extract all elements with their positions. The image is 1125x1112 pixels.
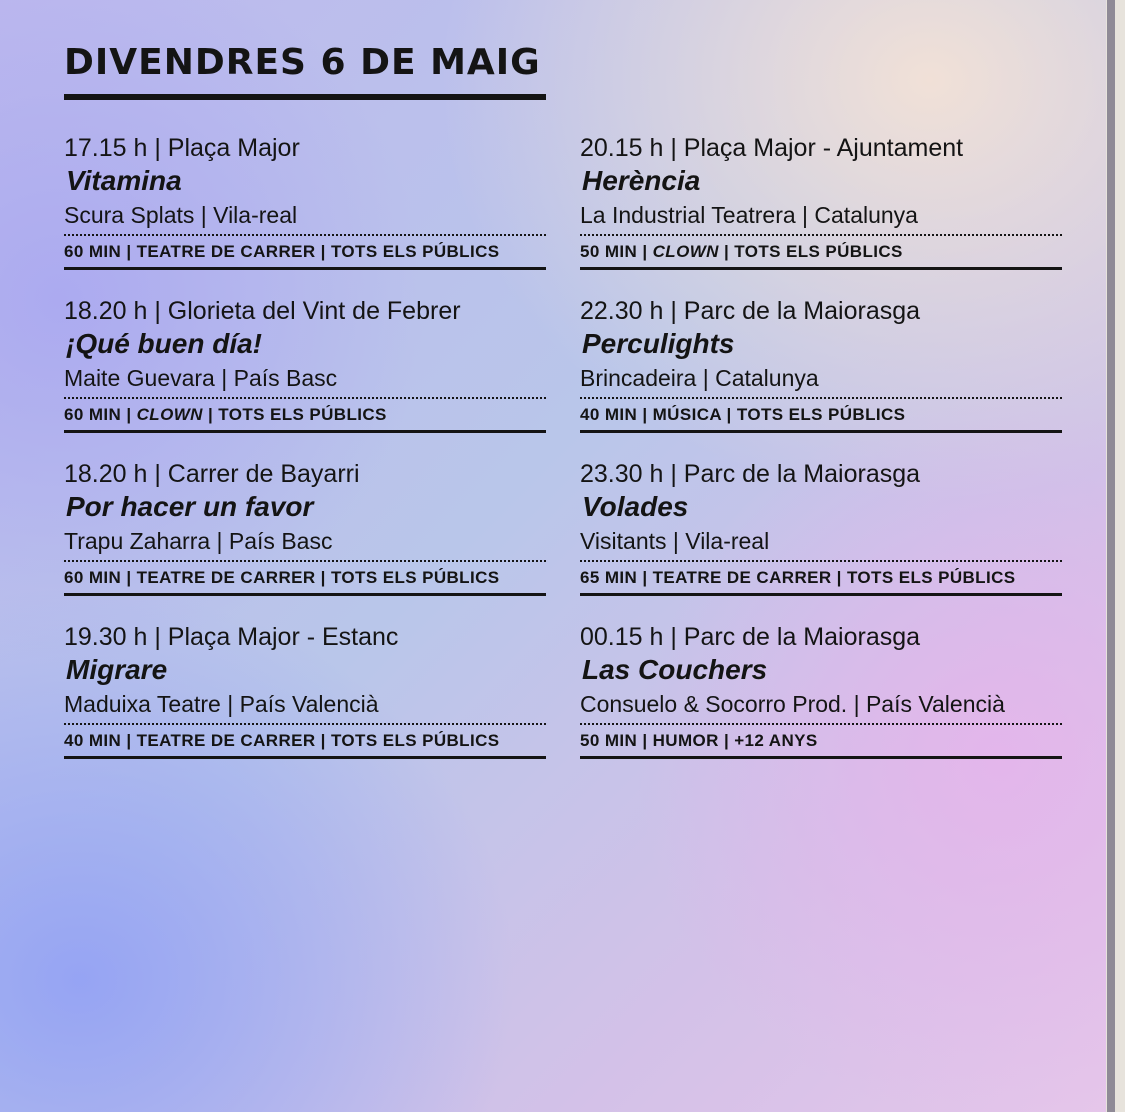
page-title: DIVENDRES 6 DE MAIG xyxy=(64,42,541,83)
event-card xyxy=(64,132,546,272)
event-duration: 40 MIN xyxy=(580,405,638,424)
event-genre: TEATRE DE CARRER xyxy=(136,242,316,261)
event-time-place: 18.20 h | Carrer de Bayarri xyxy=(64,460,360,488)
event-title: Herència xyxy=(582,165,701,196)
event-company: Brincadeira | Catalunya xyxy=(580,365,819,391)
event-duration: 60 MIN xyxy=(64,568,122,587)
dotted-divider xyxy=(64,234,546,236)
event-rule xyxy=(580,593,1062,596)
page-edge xyxy=(1106,0,1125,1112)
event-details: 60 MIN | TEATRE DE CARRER | TOTS ELS PÚBLICS xyxy=(64,242,500,261)
event-card xyxy=(580,621,1062,761)
event-rule xyxy=(580,430,1062,433)
page-edge-line xyxy=(1107,0,1115,1112)
dotted-divider xyxy=(64,723,546,725)
event-audience: TOTS ELS PÚBLICS xyxy=(846,568,1016,587)
event-genre: HUMOR xyxy=(652,731,719,750)
event-duration: 60 MIN xyxy=(64,242,122,261)
event-audience: TOTS ELS PÚBLICS xyxy=(734,242,903,261)
event-audience: TOTS ELS PÚBLICS xyxy=(330,731,500,750)
event-rule xyxy=(64,593,546,596)
event-rule xyxy=(64,267,546,270)
dotted-divider xyxy=(64,560,546,562)
dotted-divider xyxy=(580,397,1062,399)
event-time-place: 20.15 h | Plaça Major - Ajuntament xyxy=(580,134,964,162)
event-duration: 50 MIN xyxy=(580,731,638,750)
event-genre: TEATRE DE CARRER xyxy=(652,568,832,587)
event-duration: 60 MIN xyxy=(64,405,122,424)
event-time-place: 00.15 h | Parc de la Maiorasga xyxy=(580,623,921,651)
event-company: Trapu Zaharra | País Basc xyxy=(64,528,333,554)
event-audience: +12 ANYS xyxy=(734,731,818,750)
event-card xyxy=(580,132,1062,272)
event-title: Volades xyxy=(582,491,689,522)
event-genre: CLOWN xyxy=(652,242,719,261)
event-company: Scura Splats | Vila-real xyxy=(64,202,298,228)
event-card xyxy=(64,621,546,761)
event-time-place: 18.20 h | Glorieta del Vint de Febrer xyxy=(64,297,461,325)
event-card xyxy=(64,295,546,435)
event-details: 40 MIN | MÚSICA | TOTS ELS PÚBLICS xyxy=(580,405,906,424)
event-genre: TEATRE DE CARRER xyxy=(136,731,316,750)
event-details: 60 MIN | TEATRE DE CARRER | TOTS ELS PÚBLICS xyxy=(64,568,500,587)
event-genre: TEATRE DE CARRER xyxy=(136,568,316,587)
event-company: La Industrial Teatrera | Catalunya xyxy=(580,202,918,228)
event-details: 40 MIN | TEATRE DE CARRER | TOTS ELS PÚBLICS xyxy=(64,731,500,750)
event-title: Migrare xyxy=(66,654,168,685)
dotted-divider xyxy=(580,560,1062,562)
dotted-divider xyxy=(580,723,1062,725)
event-card xyxy=(580,295,1062,435)
event-time-place: 19.30 h | Plaça Major - Estanc xyxy=(64,623,399,651)
event-rule xyxy=(580,756,1062,759)
event-title: Las Couchers xyxy=(582,654,768,685)
event-title: ¡Qué buen día! xyxy=(66,328,262,359)
event-card xyxy=(64,458,546,598)
event-audience: TOTS ELS PÚBLICS xyxy=(218,405,387,424)
event-duration: 65 MIN xyxy=(580,568,638,587)
event-duration: 40 MIN xyxy=(64,731,122,750)
event-details: 50 MIN | HUMOR | +12 ANYS xyxy=(580,731,818,750)
event-card xyxy=(580,458,1062,598)
event-title: Perculights xyxy=(582,328,735,359)
title-underline xyxy=(64,94,546,100)
event-details: 65 MIN | TEATRE DE CARRER | TOTS ELS PÚBLICS xyxy=(580,568,1016,587)
event-genre: MÚSICA xyxy=(652,405,722,424)
event-time-place: 22.30 h | Parc de la Maiorasga xyxy=(580,297,921,325)
event-time-place: 23.30 h | Parc de la Maiorasga xyxy=(580,460,921,488)
event-audience: TOTS ELS PÚBLICS xyxy=(330,242,500,261)
event-company: Visitants | Vila-real xyxy=(580,528,770,554)
schedule-page xyxy=(64,40,1064,750)
event-audience: TOTS ELS PÚBLICS xyxy=(330,568,500,587)
event-audience: TOTS ELS PÚBLICS xyxy=(736,405,906,424)
event-company: Consuelo & Socorro Prod. | País Valencià xyxy=(580,691,1005,717)
event-rule xyxy=(580,267,1062,270)
event-company: Maduixa Teatre | País Valencià xyxy=(64,691,379,717)
event-details: 50 MIN | CLOWN | TOTS ELS PÚBLICS xyxy=(580,242,903,261)
event-details: 60 MIN | CLOWN | TOTS ELS PÚBLICS xyxy=(64,405,387,424)
event-rule xyxy=(64,430,546,433)
event-time-place: 17.15 h | Plaça Major xyxy=(64,134,300,162)
event-genre: CLOWN xyxy=(136,405,203,424)
event-title: Vitamina xyxy=(66,165,182,196)
event-company: Maite Guevara | País Basc xyxy=(64,365,338,391)
dotted-divider xyxy=(580,234,1062,236)
dotted-divider xyxy=(64,397,546,399)
event-rule xyxy=(64,756,546,759)
event-duration: 50 MIN xyxy=(580,242,638,261)
event-title: Por hacer un favor xyxy=(66,491,314,522)
